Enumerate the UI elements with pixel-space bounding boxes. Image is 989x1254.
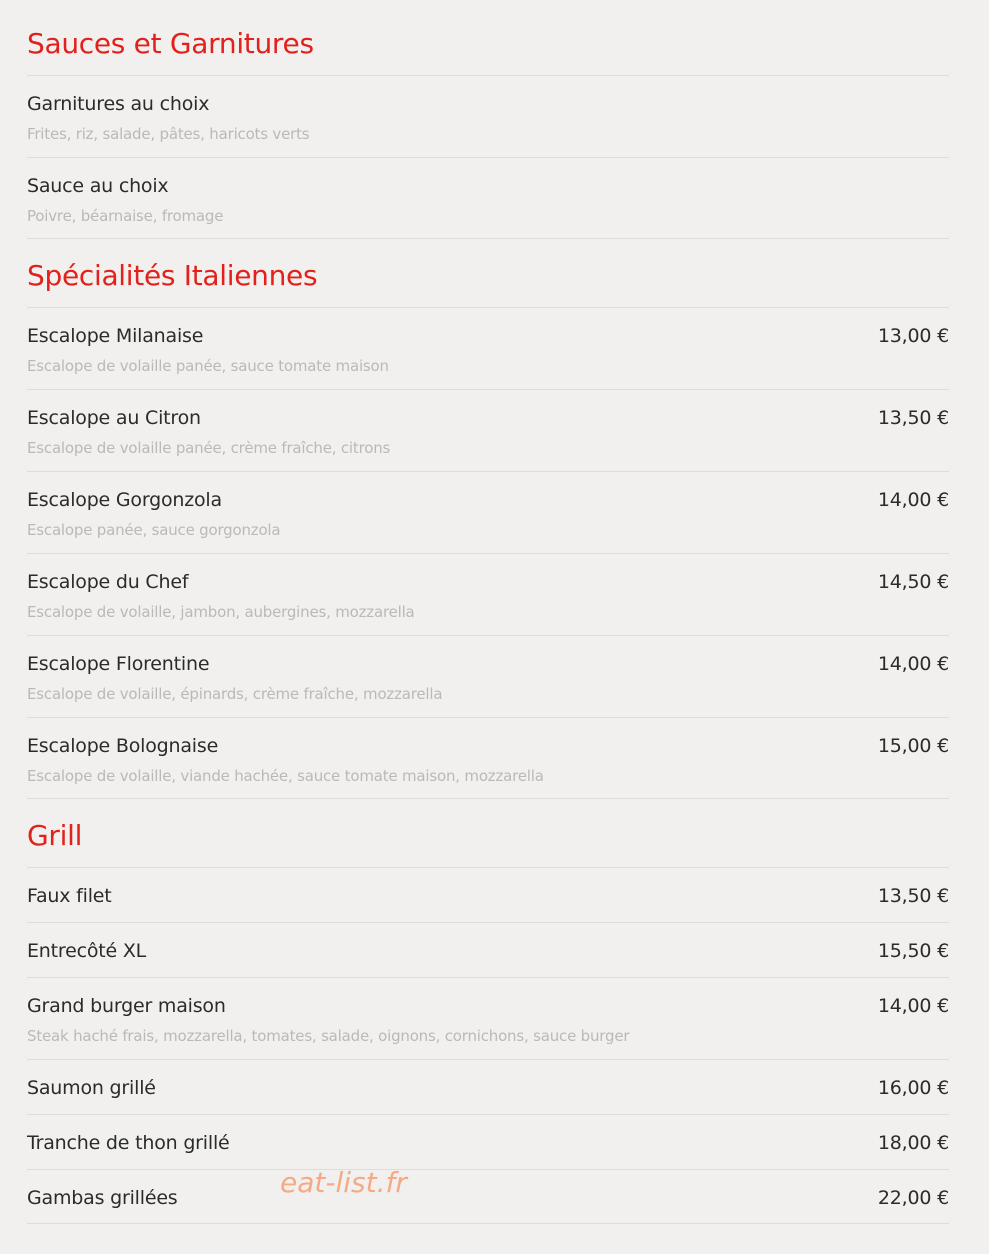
item-description: Frites, riz, salade, pâtes, haricots verts xyxy=(27,125,310,143)
item-name: Garnitures au choix xyxy=(27,93,210,115)
item-name: Saumon grillé xyxy=(27,1077,156,1099)
item-price: 15,50 € xyxy=(877,940,949,962)
item-name: Escalope du Chef xyxy=(27,571,189,593)
section-title: Spécialités Italiennes xyxy=(27,259,318,292)
menu-item xyxy=(27,471,949,553)
item-name: Entrecôté XL xyxy=(27,940,147,962)
item-description: Steak haché frais, mozzarella, tomates, salade, oignons, cornichons, sauce burger xyxy=(27,1027,630,1045)
section-sauces-garnitures xyxy=(27,0,949,239)
item-price: 13,00 € xyxy=(877,325,949,347)
item-name: Grand burger maison xyxy=(27,995,226,1017)
item-price: 18,00 € xyxy=(877,1132,949,1154)
item-description: Poivre, béarnaise, fromage xyxy=(27,207,224,225)
menu-item xyxy=(27,922,949,977)
item-name: Gambas grillées xyxy=(27,1187,178,1209)
item-description: Escalope panée, sauce gorgonzola xyxy=(27,521,281,539)
section-specialites-italiennes xyxy=(27,239,949,799)
section-title: Grill xyxy=(27,819,83,852)
item-price: 14,50 € xyxy=(877,571,949,593)
menu xyxy=(27,0,949,1224)
menu-item xyxy=(27,307,949,389)
menu-item xyxy=(27,867,949,922)
item-name: Escalope Milanaise xyxy=(27,325,204,347)
item-description: Escalope de volaille, viande hachée, sauce tomate maison, mozzarella xyxy=(27,767,544,785)
item-description: Escalope de volaille, épinards, crème fraîche, mozzarella xyxy=(27,685,443,703)
section-grill xyxy=(27,799,949,1224)
menu-item xyxy=(27,635,949,717)
item-name: Tranche de thon grillé xyxy=(27,1132,230,1154)
item-name: Escalope Gorgonzola xyxy=(27,489,222,511)
section-title: Sauces et Garnitures xyxy=(27,27,314,60)
item-price: 13,50 € xyxy=(877,885,949,907)
item-price: 14,00 € xyxy=(877,489,949,511)
item-description: Escalope de volaille panée, sauce tomate maison xyxy=(27,357,389,375)
item-name: Escalope au Citron xyxy=(27,407,201,429)
item-name: Escalope Florentine xyxy=(27,653,210,675)
watermark: eat-list.fr xyxy=(280,1166,407,1199)
menu-item xyxy=(27,553,949,635)
item-price: 13,50 € xyxy=(877,407,949,429)
item-name: Escalope Bolognaise xyxy=(27,735,219,757)
item-price: 14,00 € xyxy=(877,995,949,1017)
menu-item xyxy=(27,157,949,239)
menu-item xyxy=(27,717,949,799)
menu-item xyxy=(27,1169,949,1224)
menu-item xyxy=(27,389,949,471)
item-description: Escalope de volaille, jambon, aubergines, mozzarella xyxy=(27,603,415,621)
item-price: 14,00 € xyxy=(877,653,949,675)
item-description: Escalope de volaille panée, crème fraîche, citrons xyxy=(27,439,391,457)
item-name: Sauce au choix xyxy=(27,175,169,197)
item-price: 15,00 € xyxy=(877,735,949,757)
menu-item xyxy=(27,977,949,1059)
menu-item xyxy=(27,1114,949,1169)
menu-item xyxy=(27,75,949,157)
item-name: Faux filet xyxy=(27,885,112,907)
menu-item xyxy=(27,1059,949,1114)
item-price: 16,00 € xyxy=(877,1077,949,1099)
item-price: 22,00 € xyxy=(877,1187,949,1209)
